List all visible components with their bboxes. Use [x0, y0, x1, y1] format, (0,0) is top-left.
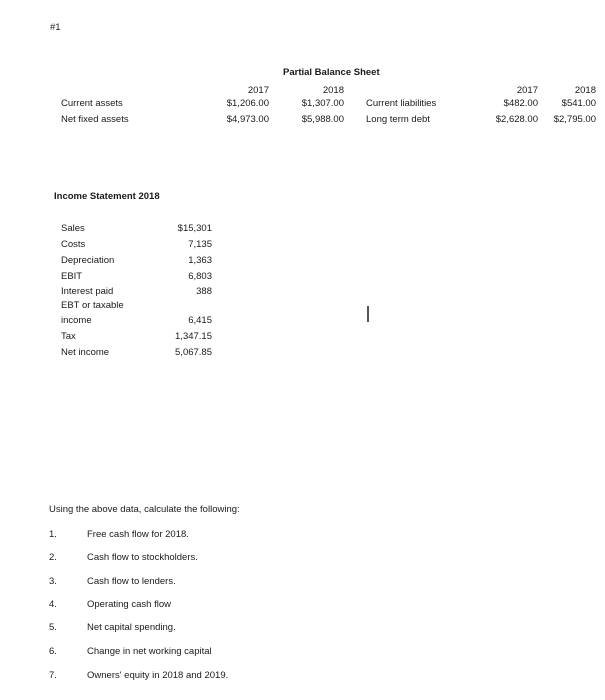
is-value: 6,803 — [188, 271, 212, 282]
is-value: 6,415 — [188, 315, 212, 326]
question-number: 1. — [49, 529, 57, 540]
balance-sheet-title: Partial Balance Sheet — [283, 67, 380, 78]
is-label: Net income — [61, 347, 110, 358]
is-label: EBT or taxable — [61, 300, 124, 311]
text-cursor — [367, 306, 369, 322]
bs-label-long-term-debt: Long term debt — [366, 114, 430, 125]
question-text: Free cash flow for 2018. — [87, 529, 189, 540]
is-value: $15,301 — [177, 223, 212, 234]
is-label: EBIT — [61, 271, 83, 282]
is-label: Sales — [61, 223, 85, 234]
question-text: Change in net working capital — [87, 646, 212, 657]
bs-left-year-2017: 2017 — [247, 85, 269, 96]
bs-value: $1,206.00 — [226, 98, 269, 109]
question-text: Cash flow to lenders. — [87, 576, 176, 587]
bs-value: $5,988.00 — [301, 114, 344, 125]
questions-intro: Using the above data, calculate the following: — [49, 504, 240, 515]
bs-value: $4,973.00 — [226, 114, 269, 125]
is-label: Costs — [61, 239, 86, 250]
is-value: 388 — [196, 286, 212, 297]
question-number: 7. — [49, 670, 57, 681]
bs-right-year-2017: 2017 — [516, 85, 538, 96]
question-text: Cash flow to stockholders. — [87, 552, 198, 563]
bs-left-year-2018: 2018 — [322, 85, 344, 96]
bs-label-current-assets: Current assets — [61, 98, 123, 109]
question-number: 5. — [49, 622, 57, 633]
is-label: Interest paid — [61, 286, 114, 297]
bs-value: $2,628.00 — [495, 114, 538, 125]
bs-value: $2,795.00 — [553, 114, 596, 125]
question-number: 4. — [49, 599, 57, 610]
bs-value: $541.00 — [561, 98, 596, 109]
question-number: 6. — [49, 646, 57, 657]
is-label: Depreciation — [61, 255, 115, 266]
bs-value: $482.00 — [503, 98, 538, 109]
question-number: 2. — [49, 552, 57, 563]
bs-label-current-liabilities: Current liabilities — [366, 98, 437, 109]
is-label: income — [61, 315, 92, 326]
income-statement-title: Income Statement 2018 — [54, 191, 160, 202]
bs-label-net-fixed-assets: Net fixed assets — [61, 114, 129, 125]
question-number: 3. — [49, 576, 57, 587]
is-value: 7,135 — [188, 239, 212, 250]
is-value: 1,363 — [188, 255, 212, 266]
bs-value: $1,307.00 — [301, 98, 344, 109]
bs-right-year-2018: 2018 — [574, 85, 596, 96]
page-heading: #1 — [50, 22, 61, 33]
is-value: 1,347.15 — [175, 331, 212, 342]
question-text: Owners' equity in 2018 and 2019. — [87, 670, 229, 681]
is-value: 5,067.85 — [175, 347, 212, 358]
question-text: Operating cash flow — [87, 599, 171, 610]
question-text: Net capital spending. — [87, 622, 176, 633]
is-label: Tax — [61, 331, 76, 342]
